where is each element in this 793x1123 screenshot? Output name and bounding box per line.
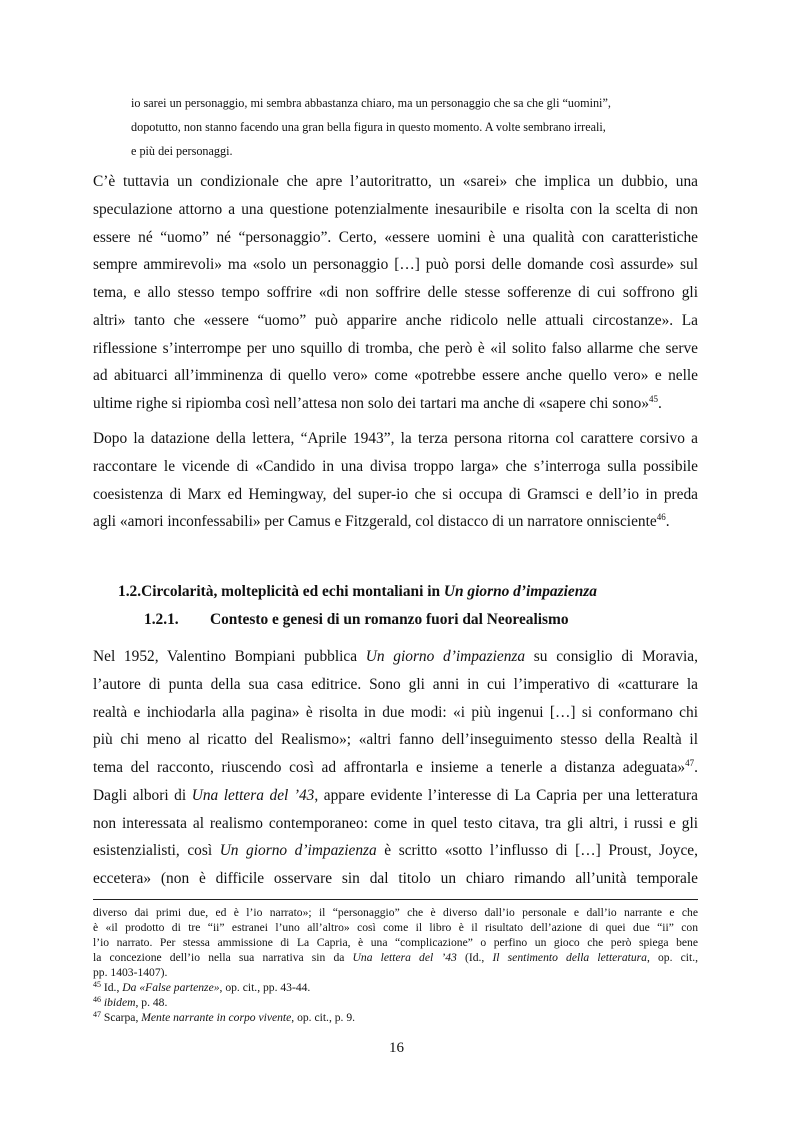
footnote-46: $^{46}$ ibidem, p. 48. [93, 995, 168, 1009]
text-line: tema, e allo stesso tempo soffrire «di non soffrire delle stesse sofferenze di cui soffrono gli [93, 284, 698, 301]
text-line: coesistenza di Marx ed Hemingway, del super-io che si occupa di Gramsci e dell’io in preda [93, 486, 698, 503]
footnote-ref-47[interactable]: 47 [685, 758, 695, 768]
subsection-heading: 1.2.1. Contesto e genesi di un romanzo fuori dal Neorealismo [144, 611, 569, 628]
text-line: sempre ammirevoli» ma «solo un personaggio […] può porsi delle domande così assurde» sul [93, 256, 698, 273]
quote-line: dopotutto, non stanno facendo una gran bella figura in questo momento. A volte sembrano irreali, [131, 120, 606, 134]
footnote-divider [93, 899, 698, 900]
footnote-line: la concezione dell’io nella sua narrativa sin da Una lettera del ’43 (Id., Il sentimento della letteratura, op. cit., [93, 951, 699, 964]
text-line: essere né “uomo” né “personaggio”. Certo, «essere uomini è una qualità con caratteristiche [93, 229, 698, 246]
text-line: l’autore di punta della sua casa editrice. Sono gli anni in cui l’imperativo di «catturare la [93, 676, 698, 693]
text-line: esistenzialisti, così Un giorno d’impazienza è scritto «sotto l’influsso di […] Proust, Joyce, [93, 842, 698, 859]
text-line: realtà e inchiodarla alla pagina» è risolta in due modi: «i più ingenui […] si conformano chi [93, 704, 698, 721]
footnote-47: $^{47}$ Scarpa, Mente narrante in corpo vivente, op. cit., p. 9. [93, 1010, 356, 1024]
quote-line: io sarei un personaggio, mi sembra abbastanza chiaro, ma un personaggio che sa che gli “uomini”, [131, 96, 611, 110]
footnote-ref-46[interactable]: 46 [656, 512, 666, 522]
text-line: agli «amori inconfessabili» per Camus e Fitzgerald, col distacco di un narratore onnisciente$^{46}$. [93, 512, 670, 530]
text-line: tema del racconto, riuscendo così ad affrontarla e insieme a tenerle a distanza adeguata»$^{47}$. [93, 758, 698, 776]
footnote-ref-45[interactable]: 45 [649, 394, 659, 404]
footnote-line: diverso dai primi due, ed è l’io narrato»; il “personaggio” che è diverso dall’io personale e dall’io narrante e che [93, 906, 698, 919]
quote-line: e più dei personaggi. [131, 144, 233, 158]
text-line: riflessione s’interrompe per uno squillo di tromba, che però è «il solito falso allarme che serve [93, 340, 698, 357]
text-line: Nel 1952, Valentino Bompiani pubblica Un giorno d’impazienza su consiglio di Moravia, [93, 648, 698, 665]
text-line: altri» tanto che «essere “uomo” può apparire anche ridicolo nelle attuali circostanze». La [93, 312, 698, 329]
text-line: eccetera» (non è difficile osservare sin dal titolo un chiaro rimando all’unità temporale [93, 870, 698, 887]
text-line: Dopo la datazione della lettera, “Aprile 1943”, la terza persona ritorna col carattere corsivo a [93, 430, 698, 447]
text-line: ad abituarci all’imminenza di quello vero» come «potrebbe essere anche quello vero» e nelle [93, 367, 698, 384]
footnote-45: $^{45}$ Id., Da «False partenze», op. cit., pp. 43-44. [93, 980, 311, 994]
page-number: 16 [389, 1040, 404, 1056]
text-line: C’è tuttavia un condizionale che apre l’autoritratto, un «sarei» che implica un dubbio, una [93, 173, 698, 190]
footnote-line: l’io narrato. Per stessa ammissione di La Capria, è una “complicazione” o perfino un gioco che però spiega bene [93, 936, 698, 949]
text-line: speculazione attorno a una questione potenzialmente inesauribile e risolta con la scelta di non [93, 201, 698, 218]
text-line: Dagli albori di Una lettera del ’43, appare evidente l’interesse di La Capria per una letteratura [93, 787, 699, 804]
footnote-line: pp. 1403-1407). [93, 966, 168, 979]
section-heading: 1.2.Circolarità, molteplicità ed echi montaliani in Un giorno d’impazienza [118, 583, 597, 600]
text-line: raccontare le vicende di «Candido in una divisa troppo larga» che s’interroga sulla possibile [93, 458, 698, 475]
text-line: ultime righe si ripiomba così nell’attesa non solo dei tartari ma anche di «sapere chi sono»$^{45}$. [93, 394, 662, 412]
footnote-line: è «il prodotto di tre “ii” estranei l’uno all’altro» così come il libro è il risultato dell’azione di quei due “ii” con [93, 921, 698, 934]
text-line: più chi meno al ricatto del Realismo»; «altri fanno dell’inseguimento stesso della Realtà il [93, 731, 698, 748]
text-line: non interessata al realismo contemporaneo: come in quel testo citava, tra gli altri, i russi e gli [93, 815, 698, 832]
